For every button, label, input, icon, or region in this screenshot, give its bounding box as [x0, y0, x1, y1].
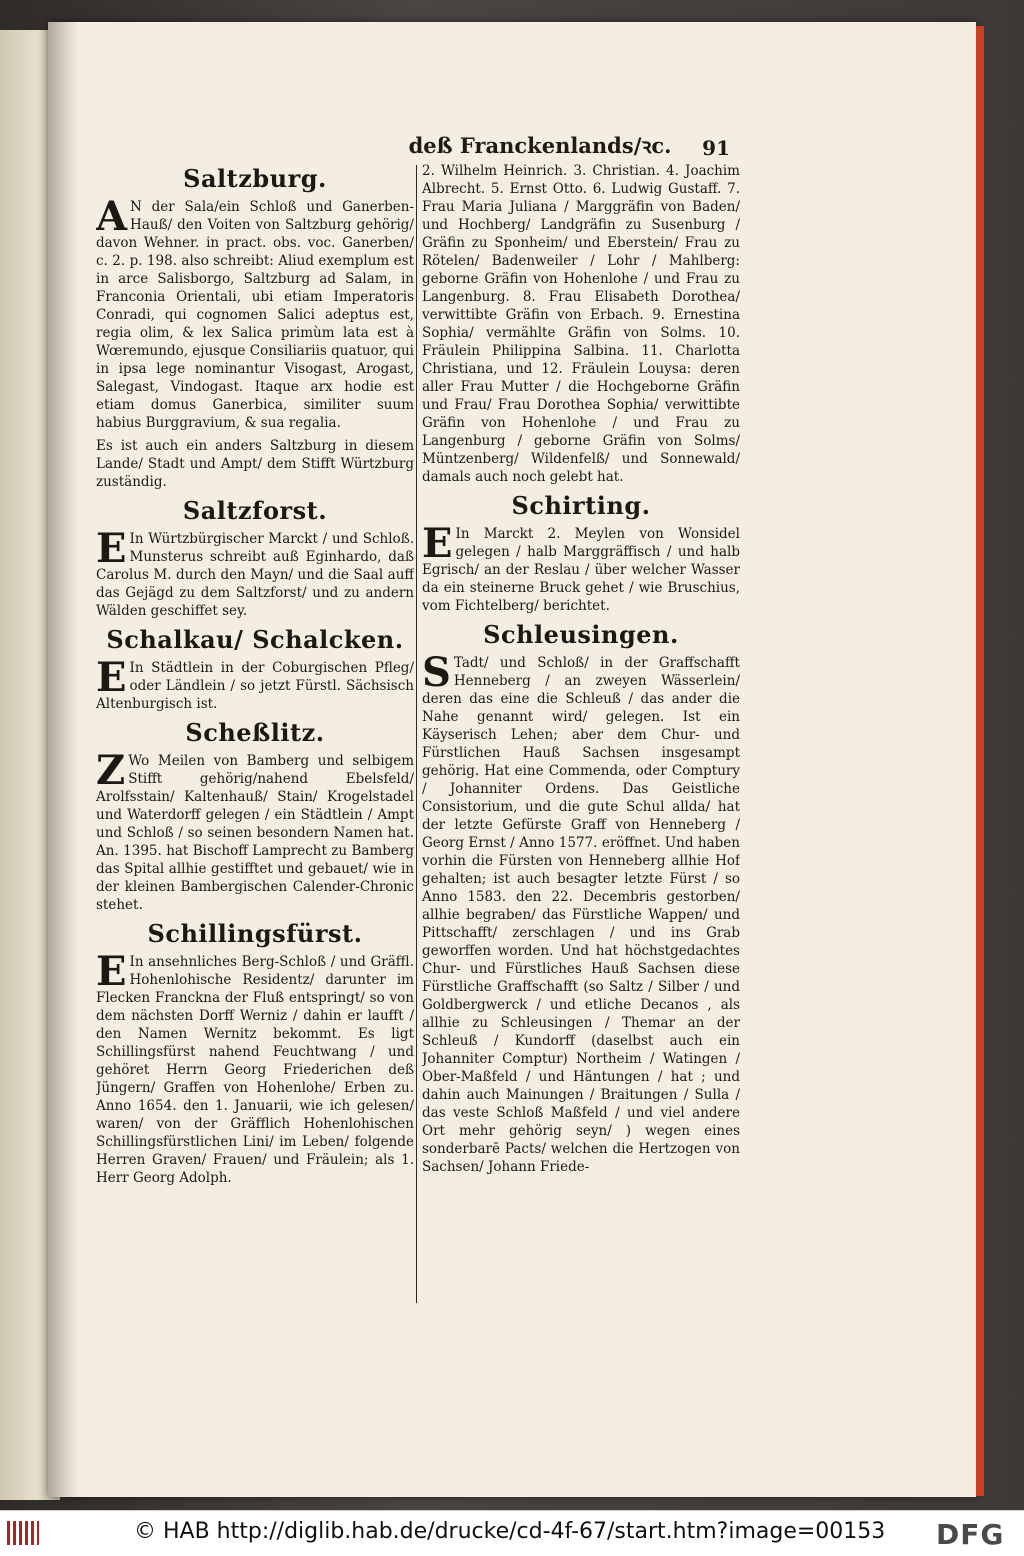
- dfg-logo: DFG: [936, 1518, 1005, 1551]
- entry-paragraph: EIn Würtzbürgischer Marckt / und Schloß. Munsterus schreibt auß Eginhardo, daß Carolus M. durch den Mayn/ und die Saal auff das Gejägd zu dem Saltzforst/ und zu andern Wälden geschiffet sey.: [96, 525, 414, 619]
- entry-heading: Schalkau/ Schalcken.: [106, 625, 404, 654]
- right-column: [422, 162, 740, 1312]
- entry-schillingsfuerst: [96, 919, 414, 1187]
- entry-schirting: [422, 491, 740, 615]
- entry-heading: Saltzforst.: [182, 496, 328, 525]
- entry-saltzforst: [96, 496, 414, 620]
- entry-heading: Schillingsfürst.: [147, 919, 363, 948]
- entry-paragraph: EIn Marckt 2. Meylen von Wonsidel gelegen / halb Marggräffisch / und halb Egrisch/ an der Reslau / über welcher Wasser da ein steinerne Bruck gehet / wie Bruschius, vom Fichtelberg/ berichtet.: [422, 520, 740, 614]
- entry-heading: Schirting.: [511, 491, 651, 520]
- entry-paragraph: STadt/ und Schloß/ in der Graffschafft Henneberg / an zweyen Wässerlein/ deren das eine die Schleuß / das ander die Nahe genannt wird/ gelegen. Ist ein Käyserisch Lehen; aber dem Chur- und Fürstlichen Hauß Sachsen insgesampt gehörig. Hat eine Commenda, oder Comptury / Johanniter Ordens. Das Geistliche Consistorium, und die gute Schul allda/ hat der letzte Gefürste Graff von Henneberg / Georg Ernst / Anno 1577. eröffnet. Und haben vorhin die Fürsten von Henneberg allhie Hof gehalten; ist auch besagter letzte Fürst / so Anno 1583. den 22. Decembris gestorben/ allhie begraben/ das Fürstliche Wappen/ und Pittschafft/ zerschlagen / und ins Grab geworffen worden. Und hat höchstgedachtes Chur- und Fürstliches Hauß Sachsen diese Fürstliche Graffschafft (so Saltz / Silber / und Goldbergwerck / und etliche Decanos , als allhie zu Schleusingen / Themar an der Schleuß / Kundorff (daselbst auch ein Johanniter Comptur) Northeim / Watingen / Ober-Maßfeld / und Häntungen / hat ; und dahin auch Mainungen / Braitungen / Sulla / das veste Schloß Maßfeld / und viel andere Ort mehr gehörig seyn/ ) wegen eines sonderbarē Pacts/ welchen die Hertzogen von Sachsen/ Johann Friede-: [422, 649, 740, 1175]
- entry-paragraph: EIn ansehnliches Berg-Schloß / und Gräffl. Hohenlohische Residentz/ darunter im Flecken Franckna der Fluß entspringt/ so von dem nächsten Dorff Werniz / dahin er laufft / den Namen Wernitz bekommt. Es ligt Schillingsfürst nahend Feuchtwang / und gehöret Herrn Georg Friederichen deß Jüngern/ Graffen von Hohenlohe/ Erben zu. Anno 1654. den 1. Januarii, wie ich gelesen/ waren/ von der Gräfflich Hohenlohischen Schillingsfürstlichen Lini/ im Leben/ folgende Herren Graven/ Frauen/ und Fräulein; als 1. Herr Georg Adolph.: [96, 948, 414, 1186]
- entry-schalkau: [96, 625, 414, 713]
- entry-saltzburg: [96, 164, 414, 491]
- column-rule: [416, 165, 417, 1303]
- footer-bar: [0, 1510, 1024, 1556]
- entry-heading: Scheßlitz.: [185, 718, 325, 747]
- entry-paragraph: AN der Sala/ein Schloß und Ganerben-Hauß/ den Voiten von Saltzburg gehörig/ davon Wehner. in pract. obs. voc. Ganerben/ c. 2. p. 198. also schreibt: Aliud exemplum est in arce Salisborgo, Saltzburg ad Salam, in Franconia Orientali, ubi etiam Imperatoris Conradi, qui cognomen Salici adeptus est, regia olim, & lex Salica primùm lata est à Wœremundo, ejusque Consiliariis quatuor, qui in ipsa lege nominantur Visogast, Arogast, Salegast, Vindogast. Itaque arx hodie est etiam domus Ganerbica, similiter suum habius Burggravium, & sua regalia.: [96, 193, 414, 431]
- entry-paragraph: ZWo Meilen von Bamberg und selbigem Stifft gehörig/nahend Ebelsfeld/ Arolfsstain/ Kaltenhauß/ Stain/ Krogelstadel und Waterdorff gelegen / ein Städtlein / Ampt und Schloß / so seinen besondern Namen hat. An. 1395. hat Bischoff Lamprecht zu Bamberg das Spital allhie gestifftet und gebauet/ wie in der kleinen Bambergischen Calender-Chronic stehet.: [96, 747, 414, 913]
- page-number: 91: [702, 136, 730, 160]
- hab-logo-icon: [6, 1519, 40, 1547]
- left-column: [96, 162, 414, 1312]
- entry-paragraph: EIn Städtlein in der Coburgischen Pfleg/ oder Ländlein / so jetzt Fürstl. Sächsisch Altenburgisch ist.: [96, 654, 414, 712]
- copyright-url[interactable]: © HAB http://diglib.hab.de/drucke/cd-4f-67/start.htm?image=00153: [134, 1519, 886, 1544]
- entry-schleusingen: [422, 620, 740, 1176]
- entry-heading: Schleusingen.: [483, 620, 679, 649]
- entry-schesslitz: [96, 718, 414, 914]
- entry-paragraph: Es ist auch ein anders Saltzburg in diesem Lande/ Stadt und Ampt/ dem Stifft Würtzburg zuständig.: [96, 438, 414, 490]
- entry-continued: [422, 162, 740, 486]
- page-gutter-shadow: [48, 22, 78, 1497]
- entry-paragraph: 2. Wilhelm Heinrich. 3. Christian. 4. Joachim Albrecht. 5. Ernst Otto. 6. Ludwig Gustaff. 7. Frau Maria Juliana / Marggräfin von Baden/ und Hochberg/ Landgräfin zu Susenburg / Gräfin zu Sponheim/ und Eberstein/ Frau zu Rötelen/ Badenweiler / Lohr / Mahlberg: geborne Gräfin von Hohenlohe / und Frau zu Langenburg. 8. Frau Elisabeth Dorothea/ verwittibte Gräfin von Erbach. 9. Ernestina Sophia/ vermählte Gräfin von Solms. 10. Fräulein Philippina Salbina. 11. Charlotta Christiana, und 12. Fräulein Louysa: deren aller Frau Mutter / die Hochgeborne Gräfin und Frau/ Frau Dorothea Sophia/ verwittibte Gräfin von Hohenlohe / und Frau zu Langenburg / geborne Gräfin von Solms/ Müntzenberg/ Wildenfelß/ und Sonnewald/ damals auch noch gelebt hat.: [422, 163, 740, 485]
- red-page-edge: [976, 26, 984, 1496]
- entry-heading: Saltzburg.: [183, 164, 327, 193]
- running-head: deß Franckenlands/ꝛc.: [408, 133, 672, 158]
